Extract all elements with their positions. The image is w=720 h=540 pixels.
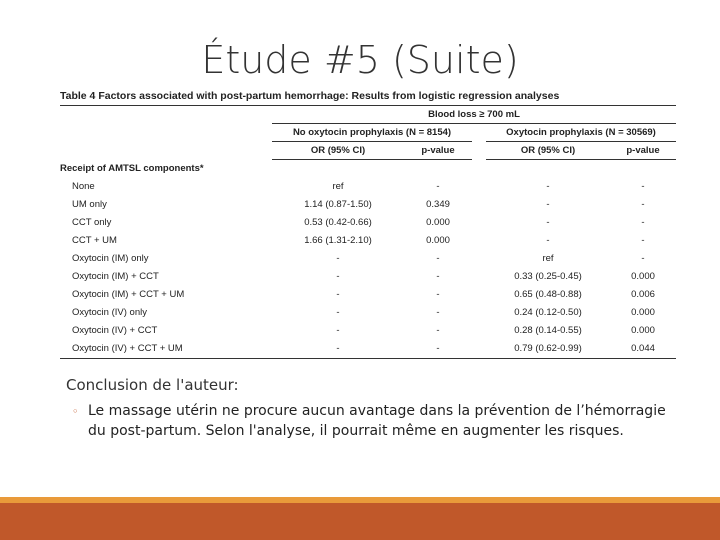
or-no-oxytocin: ref — [332, 181, 344, 192]
p-value-oxytocin: 0.000 — [631, 325, 655, 336]
p-value-oxytocin: - — [641, 217, 645, 228]
spacer — [472, 196, 486, 214]
p-value-oxytocin: 0.000 — [631, 307, 655, 318]
table-row — [60, 268, 676, 286]
slide-title: Étude #5 (Suite) — [201, 38, 519, 82]
spacer — [472, 286, 486, 304]
p-value-no-oxytocin: 0.000 — [426, 217, 450, 228]
or-no-oxytocin: - — [336, 271, 340, 282]
or-oxytocin: - — [546, 235, 550, 246]
or-oxytocin: 0.33 (0.25-0.45) — [514, 271, 582, 282]
row-label: UM only — [72, 199, 107, 210]
column-header-p-1: p-value — [404, 142, 472, 160]
group-header-oxytocin: Oxytocin prophylaxis (N = 30569) — [486, 124, 676, 142]
spacer — [472, 322, 486, 340]
table-row — [60, 232, 676, 250]
or-no-oxytocin: 0.53 (0.42-0.66) — [304, 217, 372, 228]
spacer — [472, 340, 486, 359]
regression-table — [60, 90, 676, 361]
p-value-no-oxytocin: - — [436, 343, 440, 354]
p-value-oxytocin: - — [641, 235, 645, 246]
row-label: Oxytocin (IV) + CCT + UM — [72, 343, 183, 354]
spacer — [472, 268, 486, 286]
spacer — [472, 250, 486, 268]
spacer — [472, 214, 486, 232]
row-label: Oxytocin (IV) + CCT — [72, 325, 158, 336]
p-value-no-oxytocin: - — [436, 289, 440, 300]
p-value-no-oxytocin: 0.349 — [426, 199, 450, 210]
or-oxytocin: ref — [542, 253, 554, 264]
p-value-no-oxytocin: - — [436, 307, 440, 318]
p-value-no-oxytocin: - — [436, 181, 440, 192]
blood-loss-header: Blood loss ≥ 700 mL — [272, 106, 676, 124]
or-oxytocin: - — [546, 199, 550, 210]
p-value-no-oxytocin: - — [436, 253, 440, 264]
row-label: None — [72, 181, 95, 192]
table-row — [60, 304, 676, 322]
or-oxytocin: 0.28 (0.14-0.55) — [514, 325, 582, 336]
row-label: Oxytocin (IM) + CCT — [72, 271, 159, 282]
bottom-rule-row — [60, 359, 676, 362]
table-row — [60, 286, 676, 304]
spacer — [472, 304, 486, 322]
p-value-oxytocin: - — [641, 181, 645, 192]
table-row — [60, 214, 676, 232]
table-row — [60, 178, 676, 196]
p-value-oxytocin: - — [641, 199, 645, 210]
conclusion-bullet-text: Le massage utérin ne procure aucun avantage dans la prévention de l’hémorragie du post-partum. Selon l'analyse, il pourrait même en augmenter les risques. — [88, 403, 666, 439]
p-value-no-oxytocin: 0.000 — [426, 235, 450, 246]
or-no-oxytocin: - — [336, 253, 340, 264]
results-table — [60, 106, 676, 361]
column-header-p-2: p-value — [610, 142, 676, 160]
spanning-header-row — [60, 106, 676, 124]
or-no-oxytocin: - — [336, 307, 340, 318]
or-no-oxytocin: 1.66 (1.31-2.10) — [304, 235, 372, 246]
table-row — [60, 196, 676, 214]
table-body — [60, 178, 676, 359]
p-value-oxytocin: 0.006 — [631, 289, 655, 300]
column-header-or-2: OR (95% CI) — [486, 142, 610, 160]
conclusion-title: Conclusion de l'auteur: — [66, 376, 239, 394]
p-value-oxytocin: 0.044 — [631, 343, 655, 354]
or-oxytocin: 0.24 (0.12-0.50) — [514, 307, 582, 318]
table-row — [60, 322, 676, 340]
p-value-oxytocin: 0.000 — [631, 271, 655, 282]
or-no-oxytocin: - — [336, 289, 340, 300]
section-row — [60, 160, 676, 179]
spacer — [472, 178, 486, 196]
conclusion-bullet — [72, 402, 672, 441]
p-value-oxytocin: - — [641, 253, 645, 264]
footer-bar — [0, 503, 720, 540]
or-no-oxytocin: 1.14 (0.87-1.50) — [304, 199, 372, 210]
or-oxytocin: - — [546, 181, 550, 192]
group-header-row — [60, 124, 676, 142]
or-no-oxytocin: - — [336, 343, 340, 354]
row-label: Oxytocin (IM) only — [72, 253, 149, 264]
column-header-or-1: OR (95% CI) — [272, 142, 404, 160]
or-oxytocin: 0.79 (0.62-0.99) — [514, 343, 582, 354]
section-label: Receipt of AMTSL components* — [60, 163, 204, 174]
row-label: CCT + UM — [72, 235, 117, 246]
or-no-oxytocin: - — [336, 325, 340, 336]
group-header-no-oxytocin: No oxytocin prophylaxis (N = 8154) — [272, 124, 472, 142]
row-label: Oxytocin (IM) + CCT + UM — [72, 289, 185, 300]
table-row — [60, 340, 676, 359]
p-value-no-oxytocin: - — [436, 271, 440, 282]
bullet-icon: ◦ — [72, 405, 79, 418]
column-header-row — [60, 142, 676, 160]
row-label: CCT only — [72, 217, 112, 228]
table-caption: Table 4 Factors associated with post-partum hemorrhage: Results from logistic regression analyses — [60, 90, 676, 106]
or-oxytocin: - — [546, 217, 550, 228]
row-label: Oxytocin (IV) only — [72, 307, 147, 318]
p-value-no-oxytocin: - — [436, 325, 440, 336]
or-oxytocin: 0.65 (0.48-0.88) — [514, 289, 582, 300]
table-row — [60, 250, 676, 268]
spacer — [472, 232, 486, 250]
